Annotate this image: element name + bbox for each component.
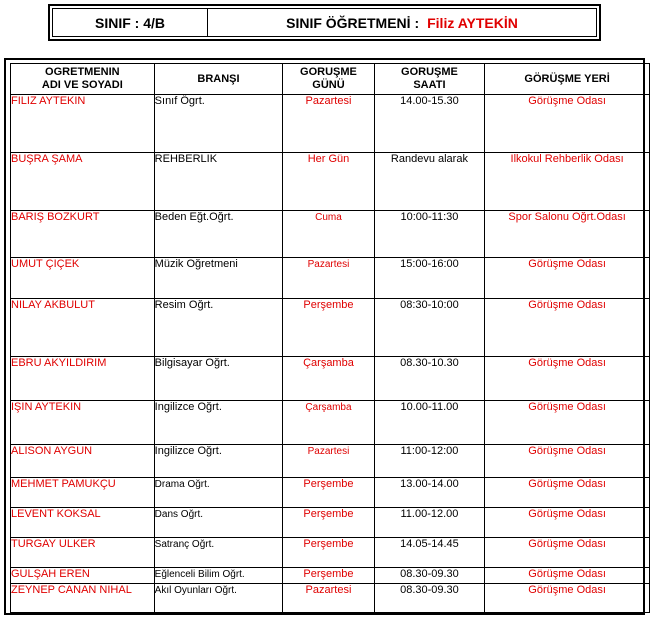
branch-cell: Drama Oğrt. <box>154 478 283 508</box>
table-row <box>11 153 650 211</box>
teacher-name-cell: TURGAY ULKER <box>11 538 155 568</box>
meeting-day-cell: Cuma <box>283 211 374 258</box>
schedule-frame <box>4 58 645 615</box>
col-header-time-line2: SAATI <box>413 79 446 91</box>
branch-cell: Dans Oğrt. <box>154 508 283 538</box>
teacher-name-cell: BARIŞ BOZKURT <box>11 211 155 258</box>
col-header-time <box>374 64 485 95</box>
meeting-time-cell: 08:30-10:00 <box>374 299 485 357</box>
col-header-name-line2: ADI VE SOYADI <box>41 79 123 91</box>
meeting-place-cell: Görüşme Odası <box>485 508 650 538</box>
meeting-place-cell: Görüşme Odası <box>485 401 650 445</box>
table-row <box>11 401 650 445</box>
meeting-place-cell: Görüşme Odası <box>485 478 650 508</box>
col-header-name <box>11 64 155 95</box>
branch-cell: Ingilizce Oğrt. <box>154 445 283 478</box>
meeting-day-cell: Perşembe <box>283 538 374 568</box>
branch-cell: Eğlenceli Bilim Oğrt. <box>154 568 283 584</box>
meeting-time-cell: 14.05-14.45 <box>374 538 485 568</box>
branch-cell: Ingilizce Oğrt. <box>154 401 283 445</box>
col-header-day <box>283 64 374 95</box>
meeting-place-cell: Görüşme Odası <box>485 299 650 357</box>
branch-cell: REHBERLIK <box>154 153 283 211</box>
meeting-day-cell: Perşembe <box>283 508 374 538</box>
col-header-day-line1: GORUŞME <box>300 66 357 78</box>
teacher-name-cell: UMUT ÇIÇEK <box>11 258 155 299</box>
meeting-time-cell: 08.30-10.30 <box>374 357 485 401</box>
meeting-day-cell: Her Gün <box>283 153 374 211</box>
meeting-time-cell: 15:00-16:00 <box>374 258 485 299</box>
table-row <box>11 584 650 613</box>
branch-cell: Bilgisayar Oğrt. <box>154 357 283 401</box>
meeting-day-cell: Çarşamba <box>283 401 374 445</box>
table-row <box>11 258 650 299</box>
col-header-name-line1: OGRETMENIN <box>45 66 120 78</box>
teacher-name-cell: NILAY AKBULUT <box>11 299 155 357</box>
meeting-time-cell: 11:00-12:00 <box>374 445 485 478</box>
meeting-day-cell: Pazartesi <box>283 584 374 613</box>
table-row <box>11 211 650 258</box>
meeting-day-cell: Perşembe <box>283 299 374 357</box>
table-body <box>11 95 650 613</box>
table-row <box>11 445 650 478</box>
teacher-name-cell: ZEYNEP CANAN NIHAL <box>11 584 155 613</box>
meeting-time-cell: 08.30-09.30 <box>374 568 485 584</box>
meeting-day-cell: Perşembe <box>283 478 374 508</box>
meeting-place-cell: Görüşme Odası <box>485 538 650 568</box>
meeting-time-cell: 10:00-11:30 <box>374 211 485 258</box>
teacher-name-cell: GULŞAH EREN <box>11 568 155 584</box>
meeting-time-cell: 08.30-09.30 <box>374 584 485 613</box>
table-row <box>11 568 650 584</box>
table-header-row <box>11 64 650 95</box>
col-header-day-line2: GÜNÜ <box>312 79 345 91</box>
teacher-name-cell: BUŞRA ŞAMA <box>11 153 155 211</box>
class-label: SINIF : 4/B <box>53 9 208 36</box>
meeting-place-cell: Görüşme Odası <box>485 258 650 299</box>
col-header-place: GÖRÜŞME YERİ <box>485 64 650 95</box>
table-row <box>11 478 650 508</box>
branch-cell: Sınıf Ögrt. <box>154 95 283 153</box>
branch-cell: Beden Eğt.Oğrt. <box>154 211 283 258</box>
teacher-name-cell: IŞIN AYTEKIN <box>11 401 155 445</box>
branch-cell: Satranç Oğrt. <box>154 538 283 568</box>
meeting-day-cell: Pazartesi <box>283 445 374 478</box>
class-header-inner <box>52 8 597 37</box>
teacher-name-cell: MEHMET PAMUKÇU <box>11 478 155 508</box>
meeting-day-cell: Pazartesi <box>283 258 374 299</box>
meeting-place-cell: Görüşme Odası <box>485 95 650 153</box>
table-row <box>11 95 650 153</box>
meeting-day-cell: Pazartesi <box>283 95 374 153</box>
col-header-time-line1: GORUŞME <box>401 66 458 78</box>
branch-cell: Resim Oğrt. <box>154 299 283 357</box>
meeting-place-cell: Görüşme Odası <box>485 445 650 478</box>
class-teacher-label: SINIF ÖĞRETMENİ : <box>286 14 420 31</box>
meeting-place-cell: Görüşme Odası <box>485 584 650 613</box>
branch-cell: Akıl Oyunları Oğrt. <box>154 584 283 613</box>
class-teacher-name: Filiz AYTEKİN <box>427 14 518 31</box>
meeting-place-cell: Görüşme Odası <box>485 357 650 401</box>
meeting-time-cell: 11.00-12.00 <box>374 508 485 538</box>
teacher-name-cell: ALISON AYGUN <box>11 445 155 478</box>
table-row <box>11 299 650 357</box>
meeting-time-cell: 14.00-15.30 <box>374 95 485 153</box>
class-teacher <box>208 9 596 36</box>
class-header <box>48 4 601 41</box>
meeting-schedule-table <box>10 63 650 613</box>
teacher-name-cell: LEVENT KOKSAL <box>11 508 155 538</box>
table-row <box>11 508 650 538</box>
meeting-time-cell: 10.00-11.00 <box>374 401 485 445</box>
meeting-time-cell: Randevu alarak <box>374 153 485 211</box>
teacher-name-cell: EBRU AKYILDIRIM <box>11 357 155 401</box>
meeting-place-cell: Ilkokul Rehberlik Odası <box>485 153 650 211</box>
meeting-day-cell: Perşembe <box>283 568 374 584</box>
col-header-branch: BRANŞI <box>154 64 283 95</box>
meeting-time-cell: 13.00-14.00 <box>374 478 485 508</box>
meeting-place-cell: Spor Salonu Oğrt.Odası <box>485 211 650 258</box>
meeting-day-cell: Çarşamba <box>283 357 374 401</box>
meeting-place-cell: Görüşme Odası <box>485 568 650 584</box>
teacher-name-cell: FILIZ AYTEKIN <box>11 95 155 153</box>
table-row <box>11 357 650 401</box>
branch-cell: Müzik Oğretmeni <box>154 258 283 299</box>
table-row <box>11 538 650 568</box>
